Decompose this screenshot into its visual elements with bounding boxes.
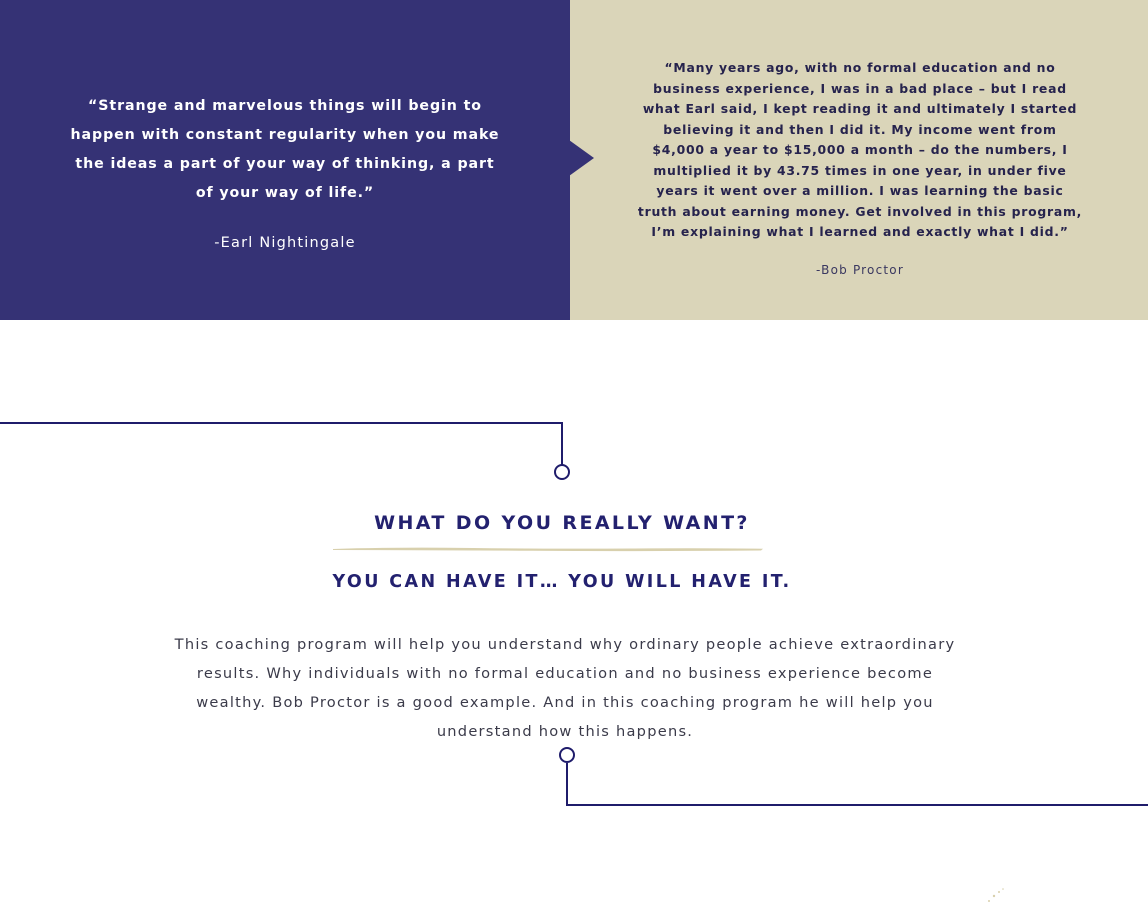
earl-nightingale-quote-panel <box>0 0 570 320</box>
connector-line-top-horizontal <box>0 422 563 424</box>
section-subheading: YOU CAN HAVE IT… YOU WILL HAVE IT. <box>332 572 792 592</box>
section-heading: WHAT DO YOU REALLY WANT? <box>374 512 750 534</box>
connector-node-circle-icon <box>559 747 575 763</box>
quote-text: “Strange and marvelous things will begin to happen with constant regularity when you make the ideas a part of your way of thinking, a part of your way of life.” <box>70 98 500 201</box>
connector-line-bottom-vertical <box>566 763 568 806</box>
connector-line-bottom-horizontal <box>566 804 1148 806</box>
connector-line-top-vertical <box>561 422 563 465</box>
pointer-arrow-icon <box>569 140 594 176</box>
quote-author: -Earl Nightingale <box>214 235 356 251</box>
quote-author: -Bob Proctor <box>816 262 904 277</box>
section-body-text: This coaching program will help you understand why ordinary people achieve extraordinary results. Why individuals with no formal education and no business experience become wealthy. Bob Proctor is a good example. And in this coaching program he will help you understand how this happens. <box>174 636 956 740</box>
quote-text: “Many years ago, with no formal education and no business experience, I was in a bad place – but I read what Earl said, I kept reading it and ultimately I started believing it and then I did it. My income went from $4,000 a year to $15,000 a month – do the numbers, I multiplied it by 43.75 times in one year, in under five years it went over a million. I was learning the basic truth about earning money. Get involved in this program, I’m explaining what I learned and exactly what I did.” <box>637 60 1083 239</box>
sparkle-decoration-icon <box>985 885 1007 905</box>
connector-node-circle-icon <box>554 464 570 480</box>
brush-stroke-divider <box>333 546 763 552</box>
testimonial-band <box>0 0 1148 320</box>
bob-proctor-quote-panel <box>570 0 1148 320</box>
